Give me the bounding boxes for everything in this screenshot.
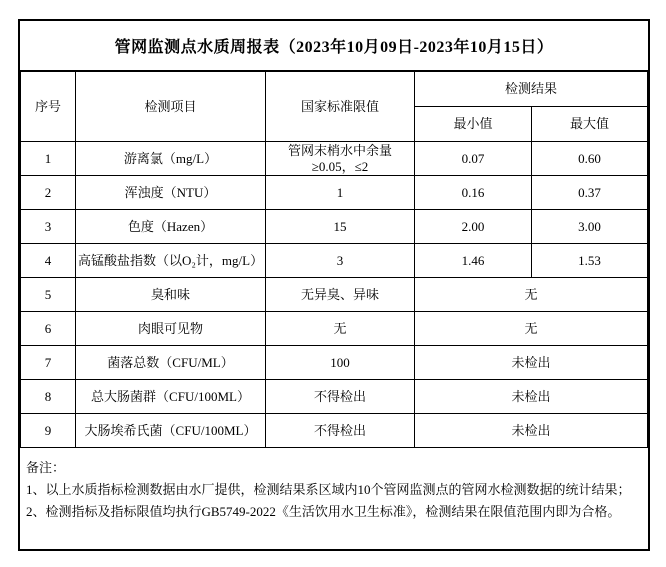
note-line: 1、以上水质指标检测数据由水厂提供，检测结果系区域内10个管网监测点的管网水检测数据的统计结果； [26,482,631,497]
item-cell: 高锰酸盐指数（以O₂计，mg/L） [76,244,266,278]
min-value-cell: 2.00 [415,210,532,244]
min-value-cell: 0.07 [415,142,532,176]
item-cell: 大肠埃希氏菌（CFU/100ML） [76,414,266,448]
item-cell: 臭和味 [76,278,266,312]
standard-cell: 15 [266,210,415,244]
notes-label: 备注： [26,460,66,475]
report-sheet [18,19,650,551]
column-header-result-group: 检测结果 [415,72,648,107]
column-header-item: 检测项目 [76,72,266,142]
max-value-cell: 0.60 [532,142,648,176]
standard-cell: 无 [266,312,415,346]
table-row [21,312,648,346]
standard-cell: 不得检出 [266,380,415,414]
table-row [21,210,648,244]
min-value-cell: 1.46 [415,244,532,278]
table-row [21,176,648,210]
standard-cell: 管网末梢水中余量≥0.05，≤2 [266,142,415,176]
column-header-min: 最小值 [415,107,532,142]
row-number-cell: 8 [21,380,76,414]
standard-cell: 不得检出 [266,414,415,448]
result-cell: 无 [415,312,648,346]
row-number-cell: 5 [21,278,76,312]
max-value-cell: 3.00 [532,210,648,244]
header-row-top [21,72,648,107]
table-row [21,278,648,312]
standard-cell: 1 [266,176,415,210]
row-number-cell: 2 [21,176,76,210]
table-row [21,414,648,448]
table-row [21,346,648,380]
table-row [21,380,648,414]
item-cell: 色度（Hazen） [76,210,266,244]
result-cell: 未检出 [415,414,648,448]
result-cell: 无 [415,278,648,312]
row-number-cell: 3 [21,210,76,244]
column-header-standard: 国家标准限值 [266,72,415,142]
water-quality-table [20,71,648,448]
row-number-cell: 4 [21,244,76,278]
notes-section [20,448,648,523]
standard-cell: 无异臭、异味 [266,278,415,312]
item-cell: 总大肠菌群（CFU/100ML） [76,380,266,414]
column-header-no: 序号 [21,72,76,142]
column-header-max: 最大值 [532,107,648,142]
row-number-cell: 7 [21,346,76,380]
page-title: 管网监测点水质周报表（2023年10月09日-2023年10月15日） [20,21,648,71]
max-value-cell: 0.37 [532,176,648,210]
max-value-cell: 1.53 [532,244,648,278]
item-cell: 浑浊度（NTU） [76,176,266,210]
standard-cell: 100 [266,346,415,380]
item-cell: 游离氯（mg/L） [76,142,266,176]
item-cell: 肉眼可见物 [76,312,266,346]
table-row [21,244,648,278]
row-number-cell: 1 [21,142,76,176]
note-line: 2、检测指标及指标限值均执行GB5749-2022《生活饮用水卫生标准》，检测结果在限值范围内即为合格。 [26,504,621,519]
table-row [21,142,648,176]
item-cell: 菌落总数（CFU/ML） [76,346,266,380]
min-value-cell: 0.16 [415,176,532,210]
result-cell: 未检出 [415,380,648,414]
row-number-cell: 9 [21,414,76,448]
result-cell: 未检出 [415,346,648,380]
standard-cell: 3 [266,244,415,278]
row-number-cell: 6 [21,312,76,346]
